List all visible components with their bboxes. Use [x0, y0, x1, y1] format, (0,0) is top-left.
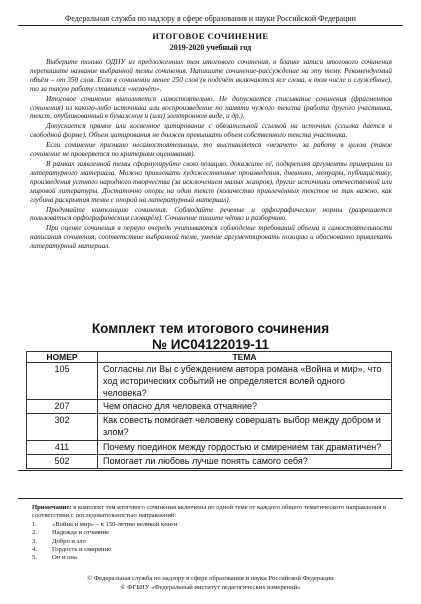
table-row — [27, 441, 392, 455]
instruction-paragraph: Продумайте композицию сочинения. Соблюдайте речевые и орфографические нормы (разрешается пользоваться орфографическим словарём). Сочинение пишите чётко и разборчиво. — [30, 205, 392, 223]
table-row — [27, 414, 392, 441]
direction-list — [32, 521, 392, 563]
note-intro — [32, 504, 392, 521]
list-item — [32, 521, 392, 529]
kit-heading — [18, 321, 403, 353]
topic-number: 502 — [27, 455, 98, 469]
table-header-row — [27, 352, 392, 363]
list-item-text: Надежда и отчаяние — [52, 529, 109, 537]
list-item-text: Добро и зло — [52, 537, 86, 545]
topic-text: Помогает ли любовь лучше понять самого себя? — [98, 455, 392, 469]
list-item-text: «Война и мир» – к 150-летию великой книги — [52, 520, 178, 528]
list-item-text: Он и она — [52, 554, 77, 562]
list-item-number: 5. — [32, 554, 37, 562]
list-item-number: 2. — [32, 529, 37, 537]
topic-text: Чем опасно для человека отчаяние? — [98, 400, 392, 414]
school-year: 2019-2020 учебный год — [169, 43, 252, 52]
note-block — [32, 504, 392, 563]
instruction-paragraph: Если сочинение признано несамостоятельным, то выставляется «незачет» за работу в целом (такое сочинение не проверяется по критериям оценивания). — [30, 141, 392, 159]
table-row — [27, 363, 392, 400]
list-item-number: 1. — [32, 520, 37, 528]
list-item — [32, 546, 392, 554]
topic-number: 105 — [27, 363, 98, 400]
note-text: в комплект тем итогового сочинения включены по одной теме от каждого общего тематического направления в соответствии с последовательностью направлений: — [32, 504, 387, 520]
topic-text: Согласны ли Вы с убеждением автора романа «Война и мир», что ход исторических событий не определяется волей одного человека? — [98, 363, 392, 400]
instruction-paragraph: При оценке сочинения в первую очередь учитываются соблюдение требований объема и самостоятельности написания сочинения, соответствие выбранной теме, умение аргументировать позицию и обоснованно привлекать литературный материал. — [30, 224, 392, 251]
kit-title: Комплект тем итогового сочинения — [91, 321, 330, 336]
topics-table — [26, 351, 392, 469]
instruction-paragraph: Итоговое сочинение выполняется самостоятельно. Не допускается списывание сочинения (фрагментов сочинения) из какого-либо источника или воспроизведение по памяти чужого текста (работа другого участника, текст, опубликованный в бумажном и (или) электронном виде, и др.). — [30, 94, 392, 121]
footer-copyright-institute: © ФГБНУ «Федеральный институт педагогических измерений» — [120, 584, 301, 591]
column-header-topic: ТЕМА — [98, 352, 392, 363]
instruction-paragraph: Выберите только ОДНУ из предложенных тем итогового сочинения, в бланке записи итогового сочинения перепишите название выбранной темы сочинения. Напишите сочинение-рассуждение на эту тему. Рекомендуемый объём – от 350 слов. Если в сочинении менее 250 слов (в подсчёт включаются все слова, в том числе и служебные), то за такую работу ставится «незачёт». — [30, 58, 392, 93]
list-item-number: 3. — [32, 537, 37, 545]
list-item — [32, 538, 392, 546]
table-row — [27, 400, 392, 414]
list-item-text: Гордость и смирение — [52, 546, 112, 554]
list-item — [32, 554, 392, 562]
section-divider — [18, 498, 403, 499]
footer — [18, 574, 403, 592]
topic-text: Как совесть помогает человеку совершать выбор между добром и злом? — [98, 414, 392, 441]
topic-text: Почему поединок между гордостью и смирением так драматичен? — [98, 441, 392, 455]
instructions — [30, 58, 392, 252]
header-divider — [18, 25, 403, 26]
list-item — [32, 529, 392, 537]
footer-copyright-agency: © Федеральная служба по надзору в сфере образования и науки Российской Федерации — [87, 575, 334, 582]
topic-number: 411 — [27, 441, 98, 455]
header-agency: Федеральная служба по надзору в сфере образования и науки Российской Федерации — [65, 14, 356, 23]
table-row — [27, 455, 392, 469]
note-label: Примечание: — [32, 504, 72, 511]
column-header-number: НОМЕР — [27, 352, 98, 363]
section-divider — [18, 470, 403, 471]
topic-number: 302 — [27, 414, 98, 441]
page-title: ИТОГОВОЕ СОЧИНЕНИЕ — [152, 31, 269, 41]
instruction-paragraph: Допускается прямое или косвенное цитирование с обязательной ссылкой на источник (ссылка дается в свободной форме). Объем цитирования не должен превышать объем собственного текста участника. — [30, 122, 392, 140]
topic-number: 207 — [27, 400, 98, 414]
instruction-paragraph: В рамках заявленной темы сформулируйте свою позицию, докажите её, подкрепляя аргументы примерами из литературного материала. Можно привлекать художественные произведения, дневники, мемуары, публицистику, произведения устного народного творчества (за исключением малых жанров), другие источники отечественной или мировой литературы. Достаточно опоры на один текст (количество привлечённых текстов не так важно, как глубина раскрытия темы с опорой на литературный материал). — [30, 159, 392, 204]
list-item-number: 4. — [32, 546, 37, 554]
kit-number: № ИС04122019-11 — [151, 337, 270, 352]
